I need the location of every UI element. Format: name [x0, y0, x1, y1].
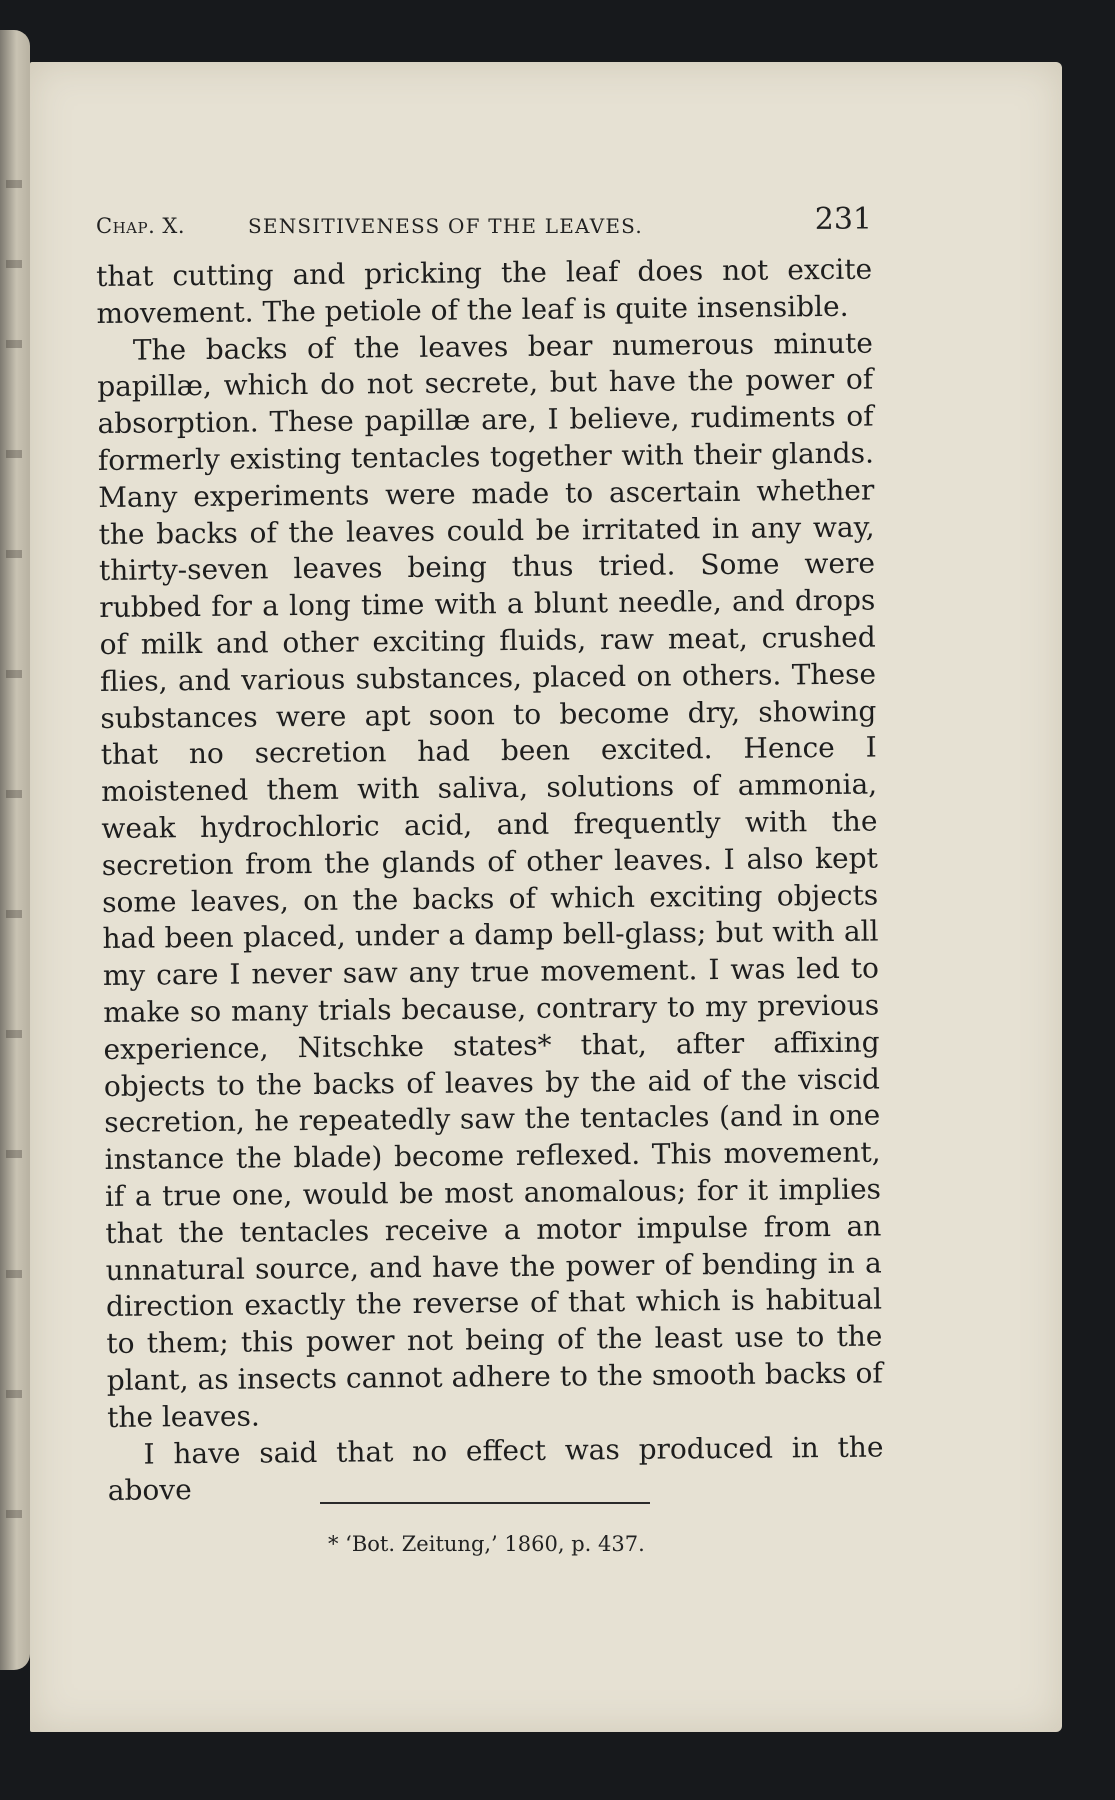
chapter-label: Chap. X.: [96, 214, 186, 238]
bleed-mark: [6, 550, 22, 558]
running-header: [96, 202, 872, 242]
bleed-mark: [6, 340, 22, 348]
bleed-mark: [6, 260, 22, 268]
paragraph: that cutting and pricking the leaf does not excite movement. The petiole of the leaf is quite insensible.: [96, 252, 873, 330]
paragraph: I have said that no effect was produced in the above: [107, 1429, 884, 1508]
page-number: 231: [814, 202, 872, 237]
previous-page-edge: [0, 30, 30, 1670]
footnote-rule: [320, 1502, 650, 1504]
bleed-mark: [6, 1270, 22, 1278]
bleed-mark: [6, 910, 22, 918]
footnote: * ‘Bot. Zeitung,’ 1860, p. 437.: [328, 1532, 645, 1556]
bleed-mark: [6, 450, 22, 458]
bleed-mark: [6, 1150, 22, 1158]
running-title: SENSITIVENESS OF THE LEAVES.: [248, 214, 643, 238]
book-page: [30, 62, 1062, 1732]
bleed-mark: [6, 1030, 22, 1038]
bleed-mark: [6, 1390, 22, 1398]
body-text: [96, 252, 884, 1510]
bleed-mark: [6, 180, 22, 188]
bleed-mark: [6, 1510, 22, 1518]
bleed-mark: [6, 790, 22, 798]
paragraph: The backs of the leaves bear numerous minute papillæ, which do not secrete, but have the power of absorption. These papillæ are, I believe, rudiments of formerly existing tentacles together with their glands. Many experiments were made to ascertain whether the backs of the leaves could be irritated in any way, thirty-seven leaves being thus tried. Some were rubbed for a long time with a blunt needle, and drops of milk and other exciting fluids, raw meat, crushed flies, and various substances, placed on others. These substances were apt soon to become dry, showing that no secretion had been excited. Hence I moistened them with saliva, solutions of ammonia, weak hydrochloric acid, and frequently with the secretion from the glands of other leaves. I also kept some leaves, on the backs of which exciting objects had been placed, under a damp bell-glass; but with all my care I never saw any true movement. I was led to make so many trials because, contrary to my previous experience, Nitschke states* that, after affixing objects to the backs of leaves by the aid of the viscid secretion, he repeatedly saw the tentacles (and in one instance the blade) become reflexed. This movement, if a true one, would be most anomalous; for it implies that the tentacles receive a motor impulse from an unnatural source, and have the power of bending in a direction exactly the reverse of that which is habitual to them; this power not being of the least use to the plant, as insects cannot adhere to the smooth backs of the leaves.: [97, 326, 883, 1434]
bleed-mark: [6, 670, 22, 678]
